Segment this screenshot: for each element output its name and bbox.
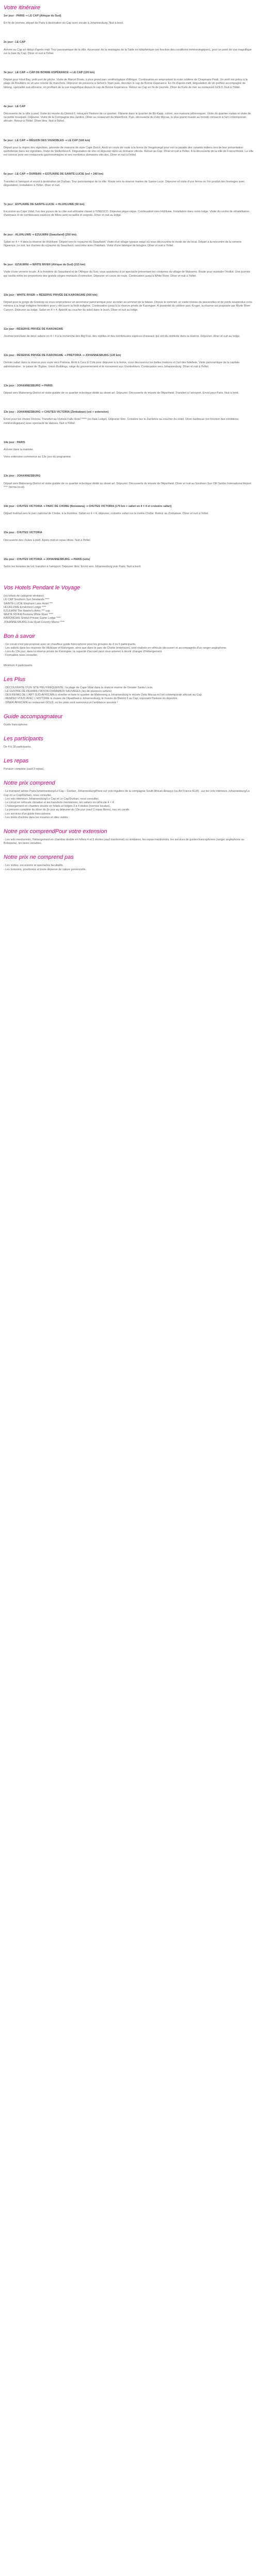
day-description: Visite d'une verrerie locale. À la frontière du Swaziland et de l'Afrique du Sud, vous assisterez à un spectacle présentant les costumes du village de Matsamo. Route pour rejoindre l'Hotlist. Une journée qui oscille entre les proportions des grands singes menacés d'extinction. Déjeuner en cours de route. Continuation jusqu'à White River. Dîner et nuit à l'hôtel.	[4, 270, 250, 278]
price-not-included-section	[4, 854, 254, 871]
price-not-included-line: - Les boissons, pourboires et toute dépense de nature personnelle.	[4, 868, 87, 871]
hotel-line: KARONGWE Shiduli Private Game Lodge ****	[4, 617, 61, 620]
meals-heading: Les repas	[4, 758, 29, 765]
price-includes-list	[4, 790, 254, 820]
day-description: Votre extension commence au 13e jour du programme.	[4, 455, 72, 459]
guide-section	[4, 713, 254, 727]
itinerary-day	[4, 173, 254, 188]
day-title: 11e jour : RÉSERVE PRIVÉE DE KARONGWE	[4, 327, 63, 331]
day-title: 14e jour : CHUTES VICTORIA ⇢ PARC DE CHOBE (Botswana) ⇢ CHUTES VICTORIA (170 km + safari en 4 × 4 et croisière safari)	[4, 504, 172, 508]
day-description: Départ pour la gorge de Graskop où vous emprunterez un ascenseur panoramique pour accéder au sommet de la falaise. Depuis le sommet, un vaste réseau de passerelles et de ponts suspendus vous mènera à la forge indigène forestière pour y découvrir la forêt indigène. Continuation jusqu'à la réserve privée de Karongwe. À proximité du célèbre parc Kruger, la réserve est proposée par Blyde River Canyon. Déjeuner au lodge. Safari en 4 × 4. Apéritif au coucher du soleil dans le bush. Dîner et nuit au lodge.	[4, 301, 252, 312]
day-title: 13e jour : JOHANNESBURG ⇢ CHUTES VICTORIA (Zimbabwe) (vol + extension)	[4, 411, 109, 414]
meals-text: Pension complète (sauf 3 repas).	[4, 768, 45, 771]
itinerary-day	[4, 558, 254, 569]
day-description: Safari en 4 × 4 dans la réserve de Hluhluwe. Départ vers le royaume du Swaziland. Visite d'un village typique swazi où vous découvrirez le mode de vie local. Départ à la rencontre de la verrerie Ngwenya. Le soir, les chaînes du royaume du Swaziland, rencontre avec l'habitant. Visite d'une fabrique de bougies. Dîner et nuit à l'hôtel.	[4, 240, 242, 248]
day-title: 9e jour : EZULWINI ⇢ WHITE RIVER (Afrique du Sud) (215 km)	[4, 263, 86, 267]
plus-section	[4, 676, 254, 705]
day-title: 6e jour : LE CAP ⇢ DURBAN ⇢ ESTUAIRE DE SAINTE-LUCIE (vol + 240 km)	[4, 173, 104, 176]
price-includes-line: - Le transport aérien Paris/Johannesburg/Le Cap – Durban, Johannesburg/Paris sur vols réguliers de la compagnie South African Airways (ou Air France-KLM) : sur les vols intérieurs Johannesburg/Le Cap et Le Cap/Durban, nous consulter.	[4, 790, 250, 797]
good-to-know-section	[4, 633, 254, 668]
itinerary-day	[4, 441, 254, 460]
day-title: 1er jour : PARIS ⇢ LE CAP (Afrique du Sud)	[4, 14, 61, 18]
itinerary-day	[4, 328, 254, 338]
day-title: 13e jour : JOHANNESBURG ⇢ PARIS	[4, 384, 53, 387]
itinerary-day	[4, 294, 254, 312]
itinerary-day	[4, 203, 254, 218]
itinerary-heading: Votre itinéraire	[4, 5, 41, 11]
trip-document	[0, 0, 258, 883]
hotel-line: SAINTE-LUCIE Elephant Lake Hotel ***	[4, 602, 53, 605]
price-includes-line: - Les vols intérieurs Johannesburg/Le Cap et Le Cap/Durban, nous consulter.	[4, 797, 99, 801]
price-not-included-line: - Les visites, excursions et spectacles facultatifs.	[4, 864, 63, 868]
day-title: 14e jour : PARIS	[4, 440, 25, 444]
price-not-included-heading: Notre prix ne comprend pas	[4, 854, 74, 861]
plus-line: - DÉCOUVERTE D'UN SITE PEU FRÉQUENTÉ : la plage de Cape Vidal dans la réserve marine de Greater Santa Lucia.	[4, 686, 153, 689]
price-extension-list	[4, 838, 254, 845]
meals-section	[4, 757, 254, 771]
price-extension-section	[4, 828, 254, 845]
good-to-know-line: - Formalités nous consulter.	[4, 654, 38, 657]
itinerary-day	[4, 384, 254, 395]
price-includes-heading: Notre prix comprend	[4, 780, 55, 787]
day-title: 5e jour : LE CAP ⇢ RÉGION DES VIGNOBLES ⇢ LE CAP (160 km)	[4, 139, 90, 142]
good-to-know-heading: Bon à savoir	[4, 633, 36, 639]
plus-line: - RENDEZ-VOUS AVEC L'HISTOIRE le musée de l'Apartheid à Johannesburg, le musée du District 6 au Cap, exposant l'histoire du déportés.	[4, 697, 178, 701]
hotel-line: EZULWINI The Hawlor's Arms *** sup	[4, 609, 50, 613]
itinerary-days	[4, 14, 254, 569]
participants-heading: Les participants	[4, 736, 44, 742]
price-extension-heading: Notre prix comprendPour votre extension	[4, 828, 107, 835]
itinerary-day	[4, 14, 254, 25]
itinerary-day	[4, 105, 254, 124]
day-description: Découverte de la ville à pied. Visite du musée du District 6, retraçant l'histoire de ce quartier. Flânerie dans le quartier de Bo-Kaap, coloré, aux maisons pittoresques. Visite du quartier malais et visite de sa petite mosquée. Déjeuner. Visite de la Compagnie des Jardins. Dîner au restaurant du Waterfront. Puis, découverte du Zeitz Mocaa, le plus grand musée au monde consacré à l'art contemporain africain. Retour à l'hôtel. Dîner libre. Nuit à l'hôtel.	[4, 112, 251, 123]
day-title: 7e jour : ESTUAIRE DE SAINTE-LUCIE ⇢ HLUHLUWE (90 km)	[4, 203, 85, 207]
day-description: Départ vers Maboneng District et visite guidée de ce quartier éclectique dédié au street art. Déjeuner. Découverte du musée de l'Apartheid. Transfert à l'aéroport. Envol pour Paris. Nuit à bord.	[4, 391, 239, 395]
day-title: 3e jour : LE CAP ⇢ CAP DE BONNE ESPÉRANCE ⇢ LE CAP (120 km)	[4, 71, 95, 75]
day-description: Transfert à l'aéroport et envol à destination de Durban. Tour panoramique de la ville. Route vers la réserve marine de Sainte-Lucie. Déjeuner et visite d'une ferme où l'on produit des fromages avec dégustation. Installation à l'hôtel, dîner et nuit.	[4, 180, 245, 187]
day-description: Départ vers Maboneng District et visite guidée de ce quartier éclectique dédié au street art. Déjeuner. Découverte du musée de l'Apartheid. Dîner et nuit au Southern Sun OR Tambo International Airport **** (terme local).	[4, 482, 251, 489]
day-description: Arrivée dans la matinée.	[4, 448, 34, 451]
guide-text: Guide francophone.	[4, 723, 28, 726]
plus-heading: Les Plus	[4, 676, 26, 683]
day-description: Départ matinal vers le parc national de Chobe, à la frontière. Safari en 4 × 4, déjeuner, croisière safari sur la rivière Chobe. Retour au Zimbabwe. Dîner et nuit à l'hôtel.	[4, 512, 209, 516]
day-title: 4e jour : LE CAP	[4, 105, 26, 108]
itinerary-day	[4, 354, 254, 369]
itinerary-day	[4, 71, 254, 90]
price-includes-line: - Les services d'un guide francophone.	[4, 812, 52, 816]
itinerary-day	[4, 263, 254, 278]
minimum-participants: Minimum 4 participants.	[4, 664, 33, 667]
itinerary-day	[4, 41, 254, 56]
price-includes-line: - L'hébergement en chambre double en hôtels et lodges 3 à 4 étoiles (normes locales).	[4, 805, 110, 808]
day-description: En fin de journée, départ de Paris à destination du Cap avec escale à Johannesburg. Nuit à bord.	[4, 22, 124, 25]
itinerary-day	[4, 505, 254, 516]
itinerary-day	[4, 474, 254, 489]
day-title: 15e jour : CHUTES VICTORIA	[4, 531, 42, 535]
hotel-line: LE CAP Southern Sun Newlands ****	[4, 598, 50, 602]
good-to-know-line: - Les safaris dans les réserves de Hluhluwe et Karongwe, ainsi que dans le parc de Chobe (extension), sont réalisés en véhicule découvert et accompagnés d'un ranger anglophone.	[4, 647, 227, 650]
plus-line: - DÎNER AFRICAIN au restaurant GOLD, où les plats sont savoureux et l'ambiance assurée !	[4, 701, 118, 704]
day-description: Départ pour Hout Bay, petit port de pêche. Visite de Marcel Boats, à plus grand parc ornithologique d'Afrique. Continuation en empruntant la route sublime de Chapmans Peak. Un arrêt est prévu à la plage de Boulders où vit une colonie de manchots. Déjeuner de poissons à Simon's Town puis, direction le cap de Bonne Espérance. En fin d'après-midi, dégustation de vin préféré accompagné de biltong, spécialité sud-africaine, en profitant de la vue magnifique depuis le cap de Bonne Espérance. Retour au Cap en fin de journée. Dîner de fruits de mer au restaurant GOLD. Nuit à l'hôtel.	[4, 78, 248, 89]
itinerary-day	[4, 411, 254, 426]
guide-heading: Guide accompagnateur	[4, 713, 63, 720]
day-title: 2e jour : LE CAP	[4, 41, 26, 44]
participants-text: De 4 à 18 participants.	[4, 745, 31, 749]
day-description: Envol pour les chutes Victoria. Transfert au Victoria Falls Hotel ***** (ou Ilala Lodge). Déjeuner libre. Croisière sur le Zambèze au coucher du soleil. Dîner barbecue (en fonction des conditions météorologiques) avec spectacle de danses. Nuit à l'hôtel.	[4, 418, 238, 425]
price-not-included-list	[4, 864, 254, 871]
hotel-line: (ou hôtels de catégorie similaire)	[4, 595, 44, 598]
day-title: 16e jour : CHUTES VICTORIA ⇢ JOHANNESBURG ⇢ PARIS (vols)	[4, 557, 90, 561]
itinerary-day	[4, 233, 254, 248]
hotels-section	[4, 584, 254, 624]
plus-line: - DES REPAS DE L'ART SUD-AFRICAIN à réveiller et faire le quartier de Maboneng à Johannesburg le musée Zeitz Mocaa et l'art contemporain africain au Cap.	[4, 693, 203, 697]
day-title: 13e jour : JOHANNESBURG	[4, 474, 41, 478]
day-description: Excursion au Cape Vidal, l'un des joyaux de la côte sud-africaine classé à l'UNESCO. Déjeuner pique-nique. Continuation vers Hluhluwe. Installation dans notre lodge. Visite du centre de réhabilitation d'animaux et de nombreuses espèces de félins sont recueillis et soignés. Dîner et nuit au lodge.	[4, 210, 249, 217]
good-to-know-list	[4, 643, 254, 658]
itinerary-day	[4, 139, 254, 158]
price-includes-line: - Le circuit en véhicule climatisé et les transferts mentionnés, les safaris en véhicule 4 × 4.	[4, 801, 115, 805]
day-description: Arrivée au Cap en début d'après-midi. Tour panoramique de la ville. Ascension de la montagne de la Table en téléphérique (en fonction des conditions météorologiques), pour un point de vue magnifique sur la baie du Cap. Dîner et nuit à l'hôtel.	[4, 48, 252, 55]
day-title: 8e jour : HLUHLUWE ⇢ EZULWINI (Swaziland) (250 km)	[4, 233, 77, 236]
hotels-heading: Vos Hotels Pendant le Voyage	[4, 585, 80, 591]
participants-section	[4, 735, 254, 749]
day-description: Journée ponctuée de deux safaris en 4 × 4 à la recherche des Big Five, des reptiles et des nombreuses espèces d'oiseaux qui ont élu domicile dans la réserve. Déjeuner, dîner et nuit au lodge.	[4, 334, 240, 338]
plus-line: - LE CENTRE DE RÉHABILITATION D'ANIMAUX SAUVAGES (les de plusieurs safaris).	[4, 690, 112, 693]
good-to-know-line: - Lors du 13e jour, dans la réserve privée de Karongwe, la capacité d'accueil peut nous amener à devoir changer d'hébergement.	[4, 650, 163, 654]
good-to-know-line: - Ce circuit n'est pas proposé avec un chauffeur-guide francophone pour les groupes de 4 ou 5 participants.	[4, 642, 136, 646]
hotel-line: WHITE RIVER Pestana White River ****	[4, 613, 53, 617]
day-description: Selon les horaires de vol, transfert à l'aéroport. Déjeuner libre. Envol vers Johannesburg puis Paris. Nuit à bord.	[4, 565, 141, 568]
price-extension-line: - Les vols mentionnés, l'hébergement en chambre double en hôtels 4 et 5 étoiles (sauf mentionné) ou similaires, les repas mentionnés, les services de guides francophones (ranger anglophone au Botswana), les taxes variables.	[4, 838, 245, 845]
price-includes-section	[4, 779, 254, 820]
day-title: 12e jour : RÉSERVE PRIVÉE DE KARONGWE ⇢ PRETORIA ⇢ JOHANNESBURG (130 km)	[4, 354, 121, 358]
day-description: Dernier safari dans la réserve puis route vers Pretoria. Arrêt à Cera & Cola pour déjeuner à la ferme, vous découvrirez les belles maisons et l'art des Ndebele. Visite panoramique de la capitale administrative : le palais de l'Église, Union Buildings, siège du gouvernement et le monument aux Voortrekkers. Continuation vers Johannesburg. Dîner et nuit à l'hôtel.	[4, 361, 240, 368]
itinerary-day	[4, 531, 254, 542]
day-title: 10e jour : WHITE RIVER ⇢ RÉSERVE PRIVÉE DE KARONGWE (300 km)	[4, 293, 98, 297]
day-description: Découverte des chutes à pied. Après-midi et repas libres. Nuit à l'hôtel.	[4, 538, 91, 542]
hotels-list	[4, 595, 254, 624]
hotel-line: HLUHLUWE Emdoneni Lodge ****	[4, 605, 46, 609]
plus-list	[4, 686, 254, 705]
itinerary-section	[4, 4, 254, 569]
hotel-line: JOHANNESBURG Zula Hyatt Country Manor ****	[4, 620, 65, 624]
price-includes-line: - La pension complète du dîner du 2e jour au déjeuner du 13e jour (sauf 3 repas libres), eau en carafe.	[4, 808, 130, 812]
day-description: Départ pour la région des vignobles, jalonnée de maisons de style Cape Dutch. Arrêt en cours de route à la ferme de Vergenoegd pour voir la parade des canards indiens lors de leur présentation quotidienne dans les vignobles. Visite de Stellenbosch. Dégustation de vins et déjeuner dans un domaine viticole. Retour au Cap. Dîner et nuit à l'hôtel. À la découverte de la ville de Franschhoek. La ville est connue pour ses restaurants gastronomiques et ses nombreux domaines viticoles. Dîner et nuit à l'hôtel.	[4, 146, 253, 157]
price-includes-line: - Les droits d'entrée dans les musées et sites visités.	[4, 816, 69, 819]
